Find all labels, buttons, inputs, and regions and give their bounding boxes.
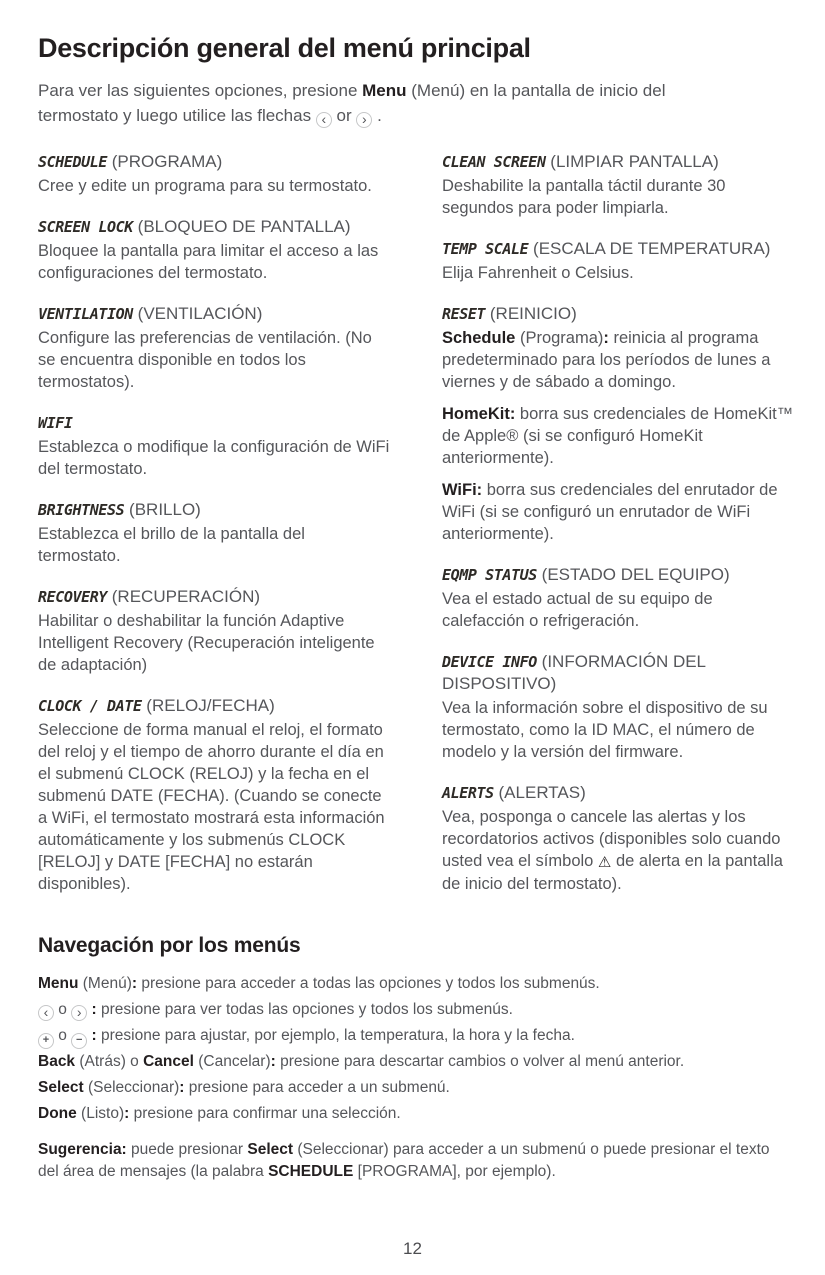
menu-item-translation: (ALERTAS) [493, 783, 586, 802]
bold-text: : [131, 975, 138, 992]
text-run: (Seleccionar) [83, 1079, 180, 1096]
text-run: (Menú) en la pantalla de inicio del termostato y luego utilice las flechas [38, 81, 666, 125]
menu-item [38, 586, 390, 676]
menu-item [442, 782, 794, 895]
text-run: Vea, posponga o cancele las alertas y los recordatorios activos (disponibles solo cuando usted vea el símbolo [442, 808, 781, 870]
lcd-menu-name: WIFI [38, 414, 73, 432]
menu-item-translation: (ESTADO DEL EQUIPO) [536, 565, 730, 584]
menu-item-heading [442, 238, 794, 260]
text-run: (Seleccionar) para acceder a un submenú o puede presionar el texto del área de mensajes (la palabra [38, 1141, 770, 1180]
text-run: Establezca el brillo de la pantalla del termostato. [38, 525, 305, 565]
menu-item [38, 499, 390, 567]
bold-text: Back [38, 1053, 76, 1070]
menu-item-description [442, 697, 794, 763]
text-run: (Cancelar) [193, 1053, 271, 1070]
menu-item-translation: (ESCALA DE TEMPERATURA) [528, 239, 771, 258]
chevron-right-icon: › [71, 1005, 87, 1021]
menu-item-description [442, 403, 794, 469]
menu-item [442, 564, 794, 632]
bold-text: Menu [362, 81, 407, 100]
menu-item-description [442, 327, 794, 393]
text-run: Establezca o modifique la configuración de WiFi del termostato. [38, 438, 390, 478]
menu-item [38, 695, 390, 895]
lcd-menu-name: CLOCK / DATE [38, 697, 142, 715]
lcd-menu-name: SCHEDULE [38, 153, 108, 171]
bold-text: : [179, 1079, 185, 1096]
text-run: or [331, 106, 357, 125]
page-number: 12 [403, 1239, 422, 1258]
text-run: Vea el estado actual de su equipo de calefacción o refrigeración. [442, 590, 713, 630]
menu-item [38, 412, 390, 480]
menu-item-description [38, 523, 390, 567]
text-run: Cree y edite un programa para su termostato. [38, 177, 372, 195]
menu-item-heading [38, 695, 390, 717]
text-run: [PROGRAMA], por ejemplo). [353, 1162, 556, 1180]
text-run: Habilitar o deshabilitar la función Adaptive Intelligent Recovery (Recuperación inteligente de adaptación) [38, 612, 375, 674]
menu-item-translation: (PROGRAMA) [107, 152, 223, 171]
menu-item-description [442, 588, 794, 632]
bold-text: : [124, 1105, 130, 1122]
minus-icon: − [71, 1033, 87, 1049]
text-run: (Listo) [76, 1105, 125, 1122]
text-run: Elija Fahrenheit o Celsius. [442, 264, 634, 282]
menu-item [38, 216, 390, 284]
menu-item-heading [442, 564, 794, 586]
lcd-menu-name: VENTILATION [38, 305, 133, 323]
navigation-heading: Navegación por los menús [38, 934, 301, 957]
menu-item-translation: (LIMPIAR PANTALLA) [545, 152, 719, 171]
menu-item [442, 151, 794, 219]
menu-item-translation: (INFORMACIÓN DEL DISPOSITIVO) [442, 652, 706, 693]
bold-text: Done [38, 1105, 77, 1122]
text-run: borra sus credenciales del enrutador de WiFi (si se configuró un enrutador de WiFi anteriormente). [442, 481, 778, 543]
menu-item-translation: (REINICIO) [485, 304, 577, 323]
navigation-item [38, 1075, 795, 1101]
warning-icon: ⚠ [597, 853, 612, 871]
menu-item [38, 151, 390, 197]
bold-text: : [91, 1027, 97, 1044]
text-run: presione para ajustar, por ejemplo, la temperatura, la hora y la fecha. [96, 1027, 575, 1044]
navigation-list [38, 971, 795, 1127]
menu-item-translation: (VENTILACIÓN) [132, 304, 263, 323]
menu-item-description [442, 806, 794, 895]
menu-item-heading [38, 586, 390, 608]
menu-item [38, 303, 390, 393]
menu-item-heading [442, 782, 794, 804]
text-run: Bloquee la pantalla para limitar el acceso a las configuraciones del termostato. [38, 242, 379, 282]
menu-item-heading [38, 303, 390, 325]
lcd-menu-name: DEVICE INFO [442, 653, 537, 671]
column-right [442, 151, 795, 914]
menu-item-heading [38, 499, 390, 521]
lcd-menu-name: BRIGHTNESS [38, 501, 125, 519]
lcd-menu-name: ALERTS [442, 784, 494, 802]
navigation-item [38, 1101, 795, 1127]
bold-text: Schedule [442, 329, 516, 347]
plus-icon: + [38, 1033, 54, 1049]
text-run: (Atrás) o [75, 1053, 144, 1070]
text-run: presione para acceder a todas las opciones y todos los submenús. [137, 975, 600, 992]
text-run: o [54, 1001, 72, 1018]
text-run: Configure las preferencias de ventilación. (No se encuentra disponible en todos los termostatos). [38, 329, 372, 391]
column-left [38, 151, 410, 914]
menu-item-description [442, 262, 794, 284]
menu-item-heading [442, 303, 794, 325]
navigation-item [38, 971, 795, 997]
navigation-item [38, 1049, 795, 1075]
menu-item-description [442, 479, 794, 545]
menu-item-description [38, 240, 390, 284]
menu-item-description [38, 327, 390, 393]
navigation-item [38, 1023, 795, 1049]
lcd-menu-name: CLEAN SCREEN [442, 153, 546, 171]
menu-item-translation: (BLOQUEO DE PANTALLA) [132, 217, 351, 236]
lcd-menu-name: EQMP STATUS [442, 566, 537, 584]
menu-item-translation: (BRILLO) [124, 500, 201, 519]
bold-text: : [270, 1053, 276, 1070]
intro-paragraph [38, 78, 748, 128]
text-run: reinicia al programa predeterminado para los períodos de lunes a viernes y de sábado a domingo. [442, 329, 771, 391]
menu-item-heading [442, 651, 794, 695]
menu-item-description [38, 610, 390, 676]
text-run: Para ver las siguientes opciones, presione [38, 81, 363, 100]
chevron-left-icon: ‹ [38, 1005, 54, 1021]
menu-item [442, 651, 794, 763]
text-run: presione para acceder a un submenú. [184, 1079, 450, 1096]
text-run: Seleccione de forma manual el reloj, el formato del reloj y el tiempo de ahorro durante el día en el submenú CLOCK (RELOJ) y la fecha en el submenú DATE (FECHA). (Cuando se conecte a WiFi, el termostato mostrará esta información automáticamente y los submenús CLOCK [RELOJ] y DATE [FECHA] no estarán disponibles). [38, 721, 385, 893]
bold-text: : [603, 329, 609, 347]
bold-text: Select [38, 1079, 84, 1096]
bold-text: Select [247, 1141, 294, 1158]
chevron-left-icon: ‹ [316, 112, 332, 128]
bold-text: HomeKit: [442, 405, 516, 423]
lcd-menu-name: RECOVERY [38, 588, 108, 606]
lcd-menu-name: RESET [442, 305, 486, 323]
text-run: (Programa) [515, 329, 604, 347]
text-run: Deshabilite la pantalla táctil durante 30 segundos para poder limpiarla. [442, 177, 726, 217]
menu-item-description [38, 436, 390, 480]
chevron-right-icon: › [356, 112, 372, 128]
menu-item-heading [442, 151, 794, 173]
text-run: o [54, 1027, 72, 1044]
lcd-menu-name: SCREEN LOCK [38, 218, 133, 236]
lcd-menu-name: TEMP SCALE [442, 240, 529, 258]
bold-text: Cancel [143, 1053, 194, 1070]
text-run: puede presionar [126, 1141, 248, 1158]
text-run: borra sus credenciales de HomeKit™ de Apple® (si se configuró HomeKit anteriormente). [442, 405, 794, 467]
page-title: Descripción general del menú principal [38, 33, 531, 63]
bold-text: : [91, 1001, 97, 1018]
menu-item-heading [38, 412, 390, 434]
text-run: presione para descartar cambios o volver al menú anterior. [275, 1053, 685, 1070]
text-run: . [372, 106, 382, 125]
menu-columns [38, 151, 795, 914]
menu-item-heading [38, 151, 390, 173]
bold-text: WiFi: [442, 481, 483, 499]
navigation-item [38, 997, 795, 1023]
menu-item-heading [38, 216, 390, 238]
menu-item-description [442, 175, 794, 219]
bold-text: Menu [38, 975, 79, 992]
text-run: de alerta en la pantalla de inicio del termostato). [442, 852, 783, 893]
text-run: presione para confirmar una selección. [129, 1105, 401, 1122]
text-run: (Menú) [78, 975, 132, 992]
tip-paragraph [38, 1139, 778, 1182]
menu-item [442, 238, 794, 284]
menu-item-description [38, 175, 390, 197]
menu-item-translation: (RECUPERACIÓN) [107, 587, 261, 606]
text-run: Vea la información sobre el dispositivo de su termostato, como la ID MAC, el número de modelo y la versión del firmware. [442, 699, 768, 761]
menu-item-description [38, 719, 390, 895]
menu-item [442, 303, 794, 545]
bold-text: SCHEDULE [268, 1162, 354, 1180]
bold-text: Sugerencia: [38, 1141, 127, 1158]
text-run: presione para ver todas las opciones y todos los submenús. [96, 1001, 513, 1018]
menu-item-translation: (RELOJ/FECHA) [141, 696, 275, 715]
